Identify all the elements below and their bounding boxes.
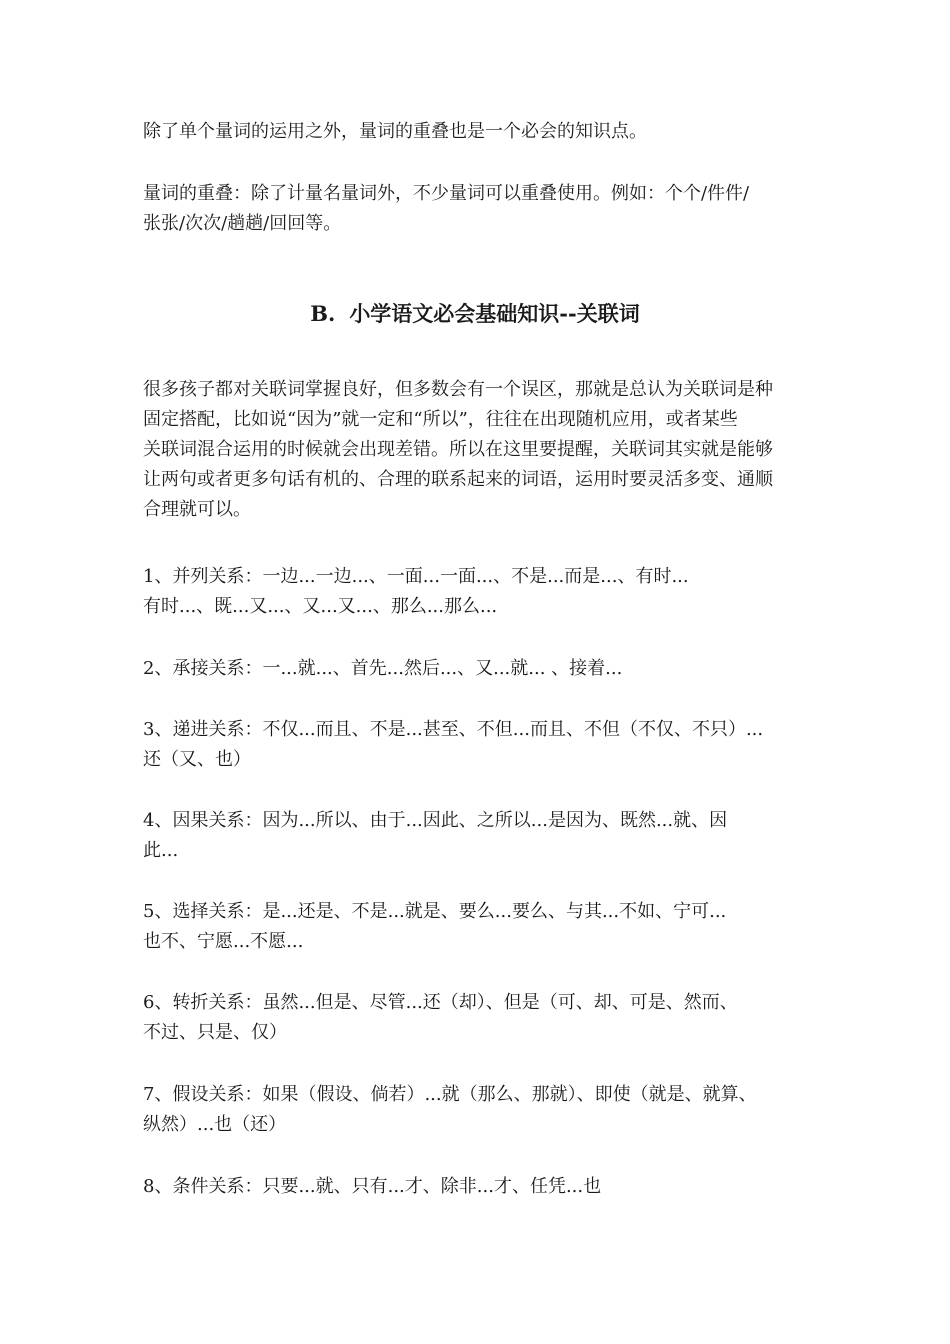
text-line: 也不、宁愿...不愿... — [143, 931, 304, 952]
list-item-adversative — [143, 988, 813, 1048]
list-item-choice — [143, 897, 813, 957]
text-line: 纵然）...也（还） — [143, 1114, 287, 1135]
text-line: 很多孩子都对关联词掌握良好，但多数会有一个误区，那就是总认为关联词是种 — [143, 379, 773, 400]
text-line: 让两句或者更多句话有机的、合理的联系起来的词语，运用时要灵活多变、通顺 — [143, 469, 773, 490]
text-line: 8、条件关系：只要...就、只有...才、除非...才、任凭...也 — [143, 1176, 602, 1197]
text-line: 固定搭配，比如说“因为”就一定和“所以”，往往在出现随机应用，或者某些 — [143, 409, 738, 430]
text-line: 张张/次次/趟趟/回回等。 — [143, 213, 342, 234]
text-line: 7、假设关系：如果（假设、倘若）...就（那么、那就）、即使（就是、就算、 — [143, 1084, 757, 1105]
list-item-sequential — [143, 654, 813, 684]
section-heading — [0, 297, 950, 331]
text-line: 还（又、也） — [143, 749, 251, 770]
text-line: 合理就可以。 — [143, 499, 251, 520]
text-line: 4、因果关系：因为...所以、由于...因此、之所以...是因为、既然...就、因 — [143, 810, 728, 831]
text-line: 1、并列关系：一边...一边...、一面...一面...、不是...而是...、有时... — [143, 566, 689, 587]
text-line: 2、承接关系：一...就...、首先...然后...、又...就... 、接着... — [143, 658, 623, 679]
section-heading-prefix: B. — [310, 301, 336, 326]
text-line: 3、递进关系：不仅...而且、不是...甚至、不但...而且、不但（不仅、不只）... — [143, 719, 764, 740]
list-item-parallel — [143, 562, 813, 622]
text-line: 5、选择关系：是...还是、不是...就是、要么...要么、与其...不如、宁可... — [143, 901, 727, 922]
section-heading-text: 小学语文必会基础知识--关联词 — [349, 301, 640, 326]
text-line: 不过、只是、仅） — [143, 1022, 287, 1043]
paragraph-reduplication-intro — [143, 117, 813, 147]
list-item-progressive — [143, 715, 813, 775]
list-item-conditional — [143, 1172, 813, 1202]
text-line: 量词的重叠：除了计量名量词外，不少量词可以重叠使用。例如：个个/件件/ — [143, 183, 750, 204]
text-line: 有时...、既...又...、又...又...、那么...那么... — [143, 596, 498, 617]
text-line: 此... — [143, 840, 179, 861]
list-item-hypothetical — [143, 1080, 813, 1140]
text-line: 6、转折关系：虽然...但是、尽管...还（却）、但是（可、却、可是、然而、 — [143, 992, 738, 1013]
paragraph-conjunction-intro — [143, 375, 813, 525]
text-line: 除了单个量词的运用之外，量词的重叠也是一个必会的知识点。 — [143, 121, 647, 142]
paragraph-reduplication-examples — [143, 179, 813, 239]
list-item-causal — [143, 806, 813, 866]
text-line: 关联词混合运用的时候就会出现差错。所以在这里要提醒，关联词其实就是能够 — [143, 439, 773, 460]
